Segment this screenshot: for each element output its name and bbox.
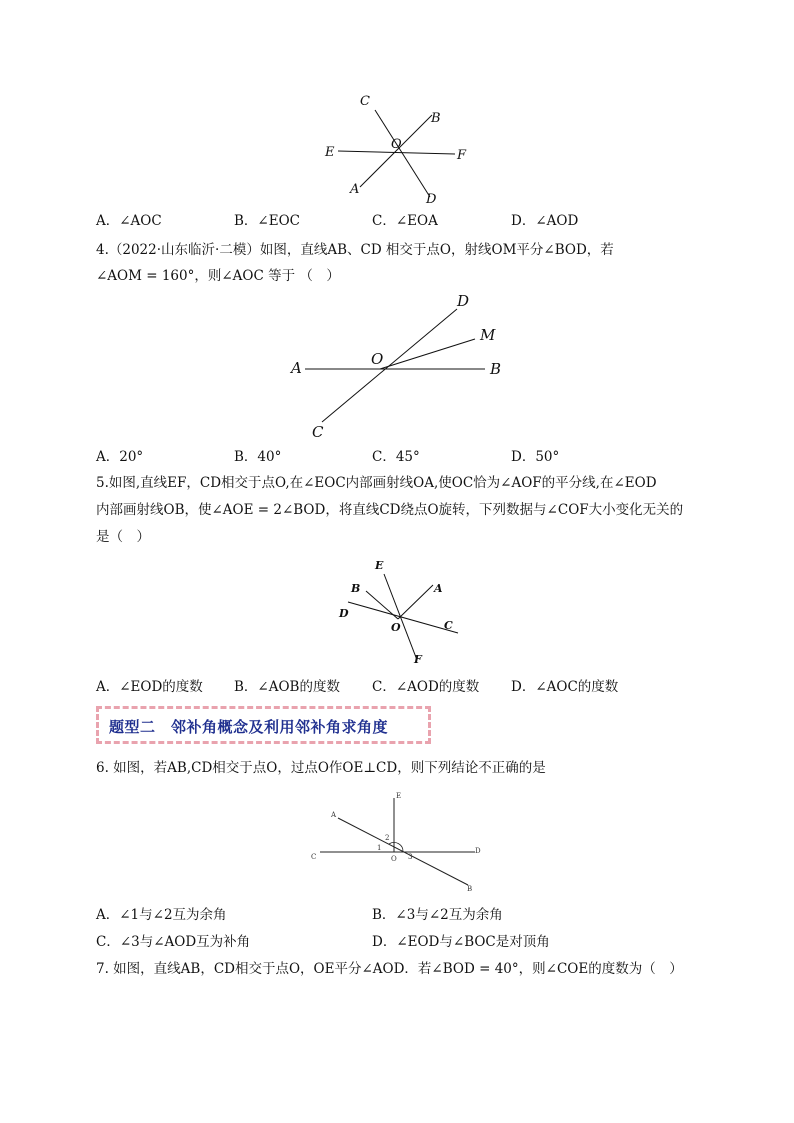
label-3: 3 [408,853,413,861]
q5-stem-line3: 是（ ） [96,529,150,545]
q6-option-b: B．∠3与∠2互为余角 [372,907,503,923]
section-header [96,706,431,744]
label-c: C [360,94,370,109]
label-f: F [457,148,467,163]
q5-option-b: B．∠AOB的度数 [234,679,340,695]
label-a: A [291,359,302,377]
label-m: M [480,326,496,344]
figure-q6 [305,788,490,896]
section-title: 题型二 邻补角概念及利用邻补角求角度 [109,718,389,736]
label-o: O [371,350,384,368]
q6-option-d: D．∠EOD与∠BOC是对顶角 [372,934,550,950]
label-e: E [375,559,384,572]
label-c: C [312,423,324,440]
label-o: O [391,137,402,152]
label-o: O [391,855,397,863]
label-d: D [475,847,481,855]
q4-option-a: A．20° [96,449,144,465]
q6-stem-line1: 6. 如图，若AB,CD相交于点O，过点O作OE⊥CD，则下列结论不正确的是 [96,760,546,776]
figure-q3 [320,90,480,210]
label-e: E [396,792,402,800]
label-1: 1 [377,844,382,852]
q3-option-c: C．∠EOA [372,213,438,229]
label-e: E [325,145,335,160]
label-o: O [391,621,401,634]
q4-stem-line2: ∠AOM = 160°，则∠AOC 等于 （ ） [96,268,340,284]
ray-om [380,339,475,369]
label-b: B [431,111,441,126]
label-c: C [311,853,317,861]
ray-ob [366,591,398,619]
label-d: D [457,292,470,310]
q7-stem-line1: 7. 如图，直线AB，CD相交于点O，OE平分∠AOD．若∠BOD = 40°，则∠COE的度数为（ ） [96,961,683,977]
q4-option-c: C．45° [372,449,420,465]
q3-option-b: B．∠EOC [234,213,300,229]
q4-stem-line1: 4.（2022·山东临沂·二模）如图，直线AB、CD 相交于点O，射线OM平分∠BOD，若 [96,242,614,258]
figure-q4 [285,290,515,440]
label-a: A [434,582,443,595]
q5-option-a: A．∠EOD的度数 [96,679,203,695]
label-b: B [467,885,473,893]
q5-option-c: C．∠AOD的度数 [372,679,480,695]
label-b: B [351,582,361,595]
q4-option-b: B．40° [234,449,282,465]
ray-oa [398,585,433,619]
label-f: F [414,653,422,666]
figure-q5 [330,555,470,673]
label-b: B [490,360,502,378]
q5-stem-line1: 5.如图,直线EF，CD相交于点O,在∠EOC内部画射线OA,使OC恰为∠AOF的平分线,在∠EOD [96,475,657,491]
label-d: D [339,607,349,620]
q3-option-a: A．∠AOC [96,213,162,229]
label-2: 2 [385,834,390,842]
q4-option-d: D．50° [511,449,560,465]
label-d: D [426,192,437,207]
q6-option-a: A．∠1与∠2互为余角 [96,907,227,923]
q3-option-d: D．∠AOD [511,213,579,229]
q5-option-d: D．∠AOC的度数 [511,679,619,695]
label-a: A [350,182,360,197]
label-c: C [444,619,453,632]
line-cd [348,602,458,633]
q5-stem-line2: 内部画射线OB，使∠AOE = 2∠BOD，将直线CD绕点O旋转，下列数据与∠COF大小变化无关的 [96,502,684,518]
label-a: A [331,811,337,819]
q6-option-c: C．∠3与∠AOD互为补角 [96,934,251,950]
